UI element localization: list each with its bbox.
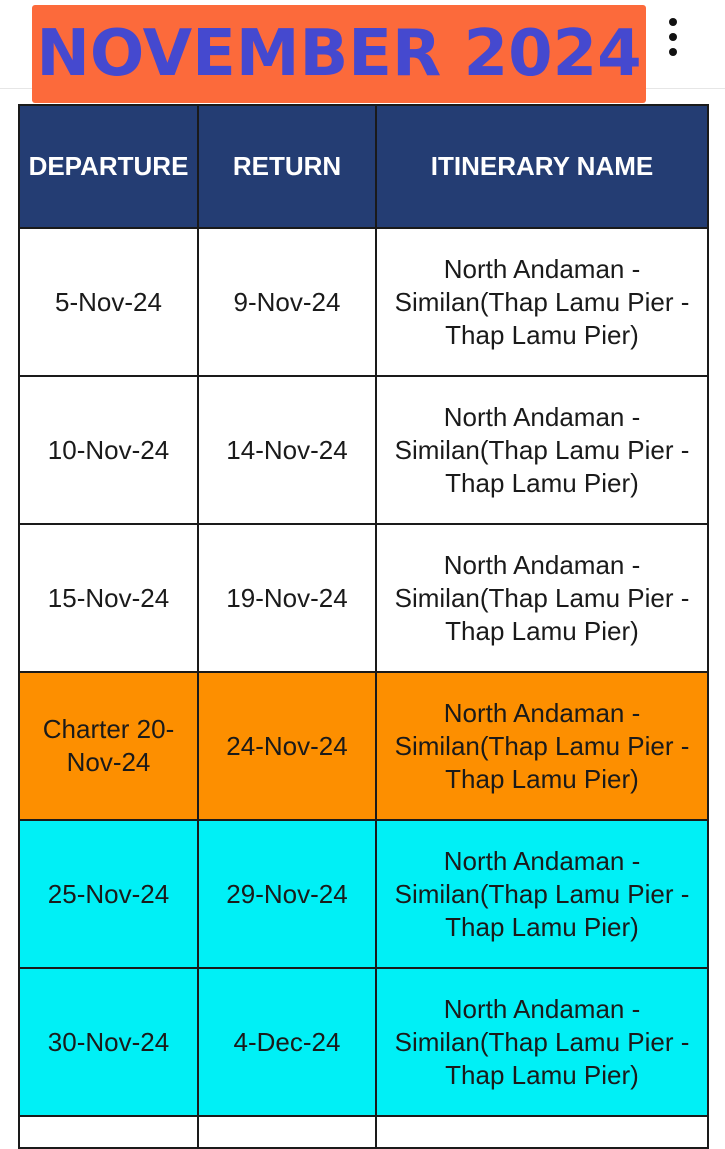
return-cell xyxy=(198,376,376,524)
return-date: 19-Nov-24 xyxy=(226,582,348,613)
itinerary-name: North Andaman - Similan(Thap Lamu Pier - Thap Lamu Pier) xyxy=(394,401,690,498)
schedule-table xyxy=(18,104,709,1149)
departure-cell xyxy=(19,1116,198,1148)
itinerary-cell xyxy=(376,968,708,1116)
table-row xyxy=(19,820,708,968)
menu-dot xyxy=(669,33,677,41)
itinerary-name: North Andaman - Similan(Thap Lamu Pier - Thap Lamu Pier) xyxy=(394,549,690,646)
itinerary-name: North Andaman - Similan(Thap Lamu Pier - Thap Lamu Pier) xyxy=(394,253,690,350)
itinerary-cell xyxy=(376,524,708,672)
header-itinerary-name: ITINERARY NAME xyxy=(376,105,708,228)
menu-dot xyxy=(669,18,677,26)
table-header-row xyxy=(19,105,708,228)
itinerary-cell xyxy=(376,1116,708,1148)
return-cell xyxy=(198,968,376,1116)
return-cell xyxy=(198,1116,376,1148)
return-cell xyxy=(198,524,376,672)
table-row xyxy=(19,968,708,1116)
header-departure: DEPARTURE xyxy=(19,105,198,228)
itinerary-cell xyxy=(376,376,708,524)
table-row-partial xyxy=(19,1116,708,1148)
departure-cell xyxy=(19,376,198,524)
table-row xyxy=(19,228,708,376)
itinerary-cell xyxy=(376,672,708,820)
departure-cell xyxy=(19,228,198,376)
departure-date: Charter 20-Nov-24 xyxy=(42,714,175,777)
table-row xyxy=(19,376,708,524)
departure-date: 5-Nov-24 xyxy=(55,286,162,317)
return-date: 9-Nov-24 xyxy=(233,286,341,317)
departure-cell xyxy=(19,820,198,968)
return-date: 14-Nov-24 xyxy=(226,434,348,465)
table-row-charter xyxy=(19,672,708,820)
header-return: RETURN xyxy=(198,105,376,228)
return-cell xyxy=(198,820,376,968)
departure-cell xyxy=(19,968,198,1116)
itinerary-name: North Andaman - Similan(Thap Lamu Pier - Thap Lamu Pier) xyxy=(394,845,690,942)
table-row xyxy=(19,524,708,672)
departure-date: 30-Nov-24 xyxy=(47,1026,170,1057)
return-date: 29-Nov-24 xyxy=(226,878,348,909)
departure-date: 25-Nov-24 xyxy=(47,878,170,909)
departure-cell xyxy=(19,524,198,672)
return-date: 4-Dec-24 xyxy=(233,1026,341,1057)
kebab-menu-icon[interactable] xyxy=(661,14,685,60)
departure-date: 10-Nov-24 xyxy=(47,434,170,465)
title-banner xyxy=(32,5,646,103)
departure-cell xyxy=(19,672,198,820)
itinerary-cell xyxy=(376,820,708,968)
itinerary-name: North Andaman - Similan(Thap Lamu Pier - Thap Lamu Pier) xyxy=(394,697,690,794)
menu-dot xyxy=(669,48,677,56)
return-cell xyxy=(198,672,376,820)
departure-date: 15-Nov-24 xyxy=(47,582,170,613)
itinerary-name: North Andaman - Similan(Thap Lamu Pier - Thap Lamu Pier) xyxy=(394,993,690,1090)
return-date: 24-Nov-24 xyxy=(226,730,348,761)
return-cell xyxy=(198,228,376,376)
itinerary-cell xyxy=(376,228,708,376)
page-title: NOVEMBER 2024 xyxy=(36,17,642,91)
